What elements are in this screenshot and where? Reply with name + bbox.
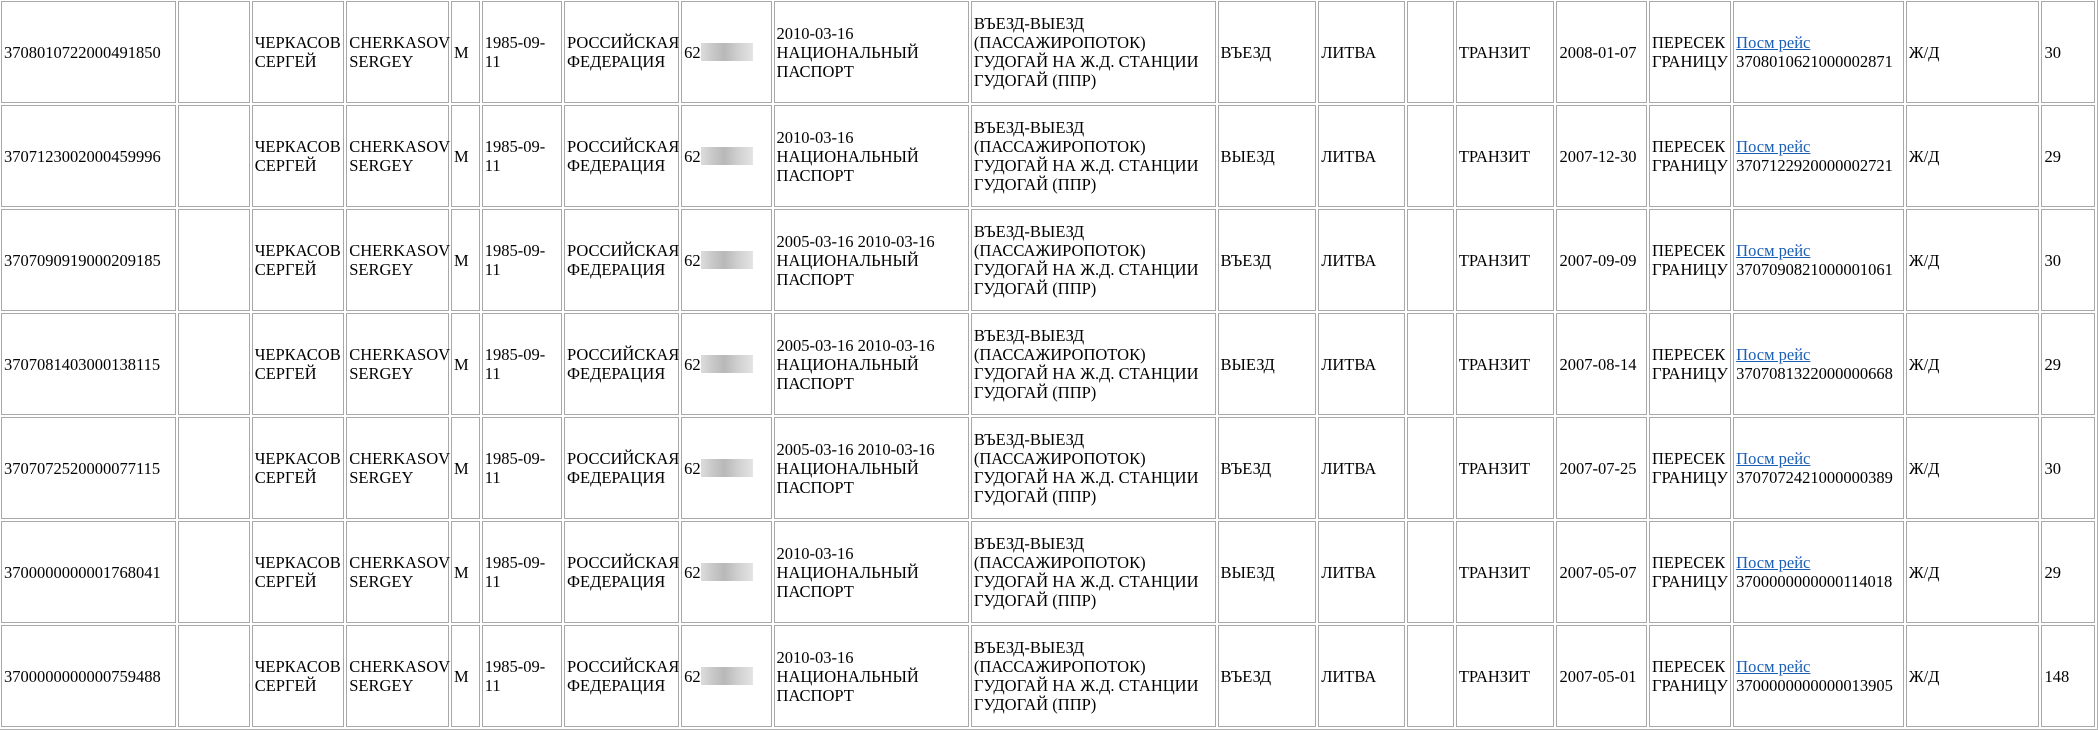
purpose-cell: ТРАНЗИТ bbox=[1456, 625, 1555, 727]
document-number-prefix: 62 bbox=[684, 458, 701, 478]
birth-date-cell: 1985-09-11 bbox=[482, 417, 562, 519]
flight-cell bbox=[1733, 209, 1904, 311]
direction-cell: ВЫЕЗД bbox=[1218, 105, 1317, 207]
direction-cell: ВЫЕЗД bbox=[1218, 313, 1317, 415]
document-number-prefix: 62 bbox=[684, 562, 701, 582]
document-cell: 2005-03-16 2010-03-16 НАЦИОНАЛЬНЫЙ ПАСПОРТ bbox=[774, 209, 969, 311]
flight-id: 3707090821000001061 bbox=[1736, 260, 1893, 279]
redacted-document-number bbox=[701, 43, 753, 61]
flight-id: 3708010621000002871 bbox=[1736, 52, 1893, 71]
document-number-cell bbox=[681, 105, 771, 207]
table-row bbox=[1, 625, 2095, 727]
sex-cell: М bbox=[451, 521, 480, 623]
transport-cell: Ж/Д bbox=[1906, 1, 2040, 103]
name-en-cell: CHERKASOV SERGEY bbox=[346, 313, 449, 415]
document-number-cell bbox=[681, 1, 771, 103]
country-cell: ЛИТВА bbox=[1318, 1, 1404, 103]
crossing-date-cell: 2007-05-01 bbox=[1556, 625, 1646, 727]
crossing-date-cell: 2007-07-25 bbox=[1556, 417, 1646, 519]
transport-cell: Ж/Д bbox=[1906, 417, 2040, 519]
transport-cell: Ж/Д bbox=[1906, 625, 2040, 727]
document-cell: 2005-03-16 2010-03-16 НАЦИОНАЛЬНЫЙ ПАСПОРТ bbox=[774, 313, 969, 415]
checkpoint-cell: ВЪЕЗД-ВЫЕЗД (ПАССАЖИРОПОТОК) ГУДОГАЙ НА Ж.Д. СТАНЦИИ ГУДОГАЙ (ППР) bbox=[971, 417, 1216, 519]
table-row bbox=[1, 417, 2095, 519]
flight-id: 3707081322000000668 bbox=[1736, 364, 1893, 383]
empty-cell bbox=[178, 313, 250, 415]
document-number-cell bbox=[681, 417, 771, 519]
purpose-cell: ТРАНЗИТ bbox=[1456, 105, 1555, 207]
name-en-cell: CHERKASOV SERGEY bbox=[346, 625, 449, 727]
view-flight-link[interactable]: Посм рейс bbox=[1736, 137, 1811, 156]
crossing-date-cell: 2007-12-30 bbox=[1556, 105, 1646, 207]
country-cell: ЛИТВА bbox=[1318, 625, 1404, 727]
purpose-cell: ТРАНЗИТ bbox=[1456, 521, 1555, 623]
country-cell: ЛИТВА bbox=[1318, 209, 1404, 311]
checkpoint-cell: ВЪЕЗД-ВЫЕЗД (ПАССАЖИРОПОТОК) ГУДОГАЙ НА Ж.Д. СТАНЦИИ ГУДОГАЙ (ППР) bbox=[971, 1, 1216, 103]
table-row bbox=[1, 209, 2095, 311]
value-cell: 29 bbox=[2041, 521, 2095, 623]
transport-cell: Ж/Д bbox=[1906, 521, 2040, 623]
flight-id: 3700000000000013905 bbox=[1736, 676, 1893, 695]
empty-cell bbox=[1407, 417, 1454, 519]
flight-cell bbox=[1733, 1, 1904, 103]
redacted-document-number bbox=[701, 355, 753, 373]
operation-cell: ПЕРЕСЕК ГРАНИЦУ bbox=[1649, 313, 1731, 415]
direction-cell: ВЫЕЗД bbox=[1218, 521, 1317, 623]
sex-cell: М bbox=[451, 313, 480, 415]
country-cell: ЛИТВА bbox=[1318, 313, 1404, 415]
name-ru-cell: ЧЕРКАСОВ СЕРГЕЙ bbox=[252, 625, 345, 727]
document-number-prefix: 62 bbox=[684, 250, 701, 270]
citizenship-cell: РОССИЙСКАЯ ФЕДЕРАЦИЯ bbox=[564, 521, 679, 623]
checkpoint-cell: ВЪЕЗД-ВЫЕЗД (ПАССАЖИРОПОТОК) ГУДОГАЙ НА Ж.Д. СТАНЦИИ ГУДОГАЙ (ППР) bbox=[971, 625, 1216, 727]
redacted-document-number bbox=[701, 667, 753, 685]
empty-cell bbox=[178, 1, 250, 103]
redacted-document-number bbox=[701, 251, 753, 269]
view-flight-link[interactable]: Посм рейс bbox=[1736, 33, 1811, 52]
empty-cell bbox=[1407, 313, 1454, 415]
flight-id: 3700000000000114018 bbox=[1736, 572, 1893, 591]
checkpoint-cell: ВЪЕЗД-ВЫЕЗД (ПАССАЖИРОПОТОК) ГУДОГАЙ НА Ж.Д. СТАНЦИИ ГУДОГАЙ (ППР) bbox=[971, 521, 1216, 623]
checkpoint-cell: ВЪЕЗД-ВЫЕЗД (ПАССАЖИРОПОТОК) ГУДОГАЙ НА Ж.Д. СТАНЦИИ ГУДОГАЙ (ППР) bbox=[971, 105, 1216, 207]
country-cell: ЛИТВА bbox=[1318, 417, 1404, 519]
empty-cell bbox=[178, 625, 250, 727]
country-cell: ЛИТВА bbox=[1318, 105, 1404, 207]
view-flight-link[interactable]: Посм рейс bbox=[1736, 657, 1811, 676]
table-row bbox=[1, 313, 2095, 415]
crossing-date-cell: 2008-01-07 bbox=[1556, 1, 1646, 103]
direction-cell: ВЪЕЗД bbox=[1218, 1, 1317, 103]
name-ru-cell: ЧЕРКАСОВ СЕРГЕЙ bbox=[252, 209, 345, 311]
value-cell: 29 bbox=[2041, 105, 2095, 207]
birth-date-cell: 1985-09-11 bbox=[482, 313, 562, 415]
name-ru-cell: ЧЕРКАСОВ СЕРГЕЙ bbox=[252, 105, 345, 207]
record-id-cell: 3700000000001768041 bbox=[1, 521, 176, 623]
transport-cell: Ж/Д bbox=[1906, 313, 2040, 415]
flight-cell bbox=[1733, 625, 1904, 727]
operation-cell: ПЕРЕСЕК ГРАНИЦУ bbox=[1649, 1, 1731, 103]
empty-cell bbox=[178, 209, 250, 311]
empty-cell bbox=[178, 417, 250, 519]
document-cell: 2010-03-16 НАЦИОНАЛЬНЫЙ ПАСПОРТ bbox=[774, 105, 969, 207]
transport-cell: Ж/Д bbox=[1906, 105, 2040, 207]
value-cell: 148 bbox=[2041, 625, 2095, 727]
flight-id: 3707122920000002721 bbox=[1736, 156, 1893, 175]
operation-cell: ПЕРЕСЕК ГРАНИЦУ bbox=[1649, 521, 1731, 623]
empty-cell bbox=[1407, 105, 1454, 207]
citizenship-cell: РОССИЙСКАЯ ФЕДЕРАЦИЯ bbox=[564, 105, 679, 207]
citizenship-cell: РОССИЙСКАЯ ФЕДЕРАЦИЯ bbox=[564, 209, 679, 311]
transport-cell: Ж/Д bbox=[1906, 209, 2040, 311]
record-id-cell: 3707081403000138115 bbox=[1, 313, 176, 415]
checkpoint-cell: ВЪЕЗД-ВЫЕЗД (ПАССАЖИРОПОТОК) ГУДОГАЙ НА Ж.Д. СТАНЦИИ ГУДОГАЙ (ППР) bbox=[971, 209, 1216, 311]
document-cell: 2010-03-16 НАЦИОНАЛЬНЫЙ ПАСПОРТ bbox=[774, 625, 969, 727]
operation-cell: ПЕРЕСЕК ГРАНИЦУ bbox=[1649, 209, 1731, 311]
document-cell: 2010-03-16 НАЦИОНАЛЬНЫЙ ПАСПОРТ bbox=[774, 521, 969, 623]
empty-cell bbox=[1407, 625, 1454, 727]
table-row bbox=[1, 1, 2095, 103]
document-number-prefix: 62 bbox=[684, 354, 701, 374]
birth-date-cell: 1985-09-11 bbox=[482, 209, 562, 311]
purpose-cell: ТРАНЗИТ bbox=[1456, 417, 1555, 519]
view-flight-link[interactable]: Посм рейс bbox=[1736, 241, 1811, 260]
document-cell: 2005-03-16 2010-03-16 НАЦИОНАЛЬНЫЙ ПАСПОРТ bbox=[774, 417, 969, 519]
crossing-date-cell: 2007-09-09 bbox=[1556, 209, 1646, 311]
document-number-prefix: 62 bbox=[684, 146, 701, 166]
document-number-prefix: 62 bbox=[684, 42, 701, 62]
name-en-cell: CHERKASOV SERGEY bbox=[346, 521, 449, 623]
name-ru-cell: ЧЕРКАСОВ СЕРГЕЙ bbox=[252, 313, 345, 415]
redacted-document-number bbox=[701, 563, 753, 581]
sex-cell: М bbox=[451, 417, 480, 519]
redacted-document-number bbox=[701, 147, 753, 165]
citizenship-cell: РОССИЙСКАЯ ФЕДЕРАЦИЯ bbox=[564, 417, 679, 519]
value-cell: 29 bbox=[2041, 313, 2095, 415]
document-cell: 2010-03-16 НАЦИОНАЛЬНЫЙ ПАСПОРТ bbox=[774, 1, 969, 103]
operation-cell: ПЕРЕСЕК ГРАНИЦУ bbox=[1649, 625, 1731, 727]
empty-cell bbox=[178, 521, 250, 623]
direction-cell: ВЪЕЗД bbox=[1218, 417, 1317, 519]
document-number-prefix: 62 bbox=[684, 666, 701, 686]
record-id-cell: 3708010722000491850 bbox=[1, 1, 176, 103]
birth-date-cell: 1985-09-11 bbox=[482, 625, 562, 727]
document-number-cell bbox=[681, 625, 771, 727]
value-cell: 30 bbox=[2041, 209, 2095, 311]
sex-cell: М bbox=[451, 105, 480, 207]
birth-date-cell: 1985-09-11 bbox=[482, 521, 562, 623]
empty-cell bbox=[1407, 521, 1454, 623]
record-id-cell: 3707090919000209185 bbox=[1, 209, 176, 311]
value-cell: 30 bbox=[2041, 1, 2095, 103]
operation-cell: ПЕРЕСЕК ГРАНИЦУ bbox=[1649, 105, 1731, 207]
sex-cell: М bbox=[451, 209, 480, 311]
document-number-cell bbox=[681, 521, 771, 623]
crossing-date-cell: 2007-08-14 bbox=[1556, 313, 1646, 415]
value-cell: 30 bbox=[2041, 417, 2095, 519]
view-flight-link[interactable]: Посм рейс bbox=[1736, 345, 1811, 364]
empty-cell bbox=[178, 105, 250, 207]
operation-cell: ПЕРЕСЕК ГРАНИЦУ bbox=[1649, 417, 1731, 519]
name-en-cell: CHERKASOV SERGEY bbox=[346, 417, 449, 519]
country-cell: ЛИТВА bbox=[1318, 521, 1404, 623]
name-ru-cell: ЧЕРКАСОВ СЕРГЕЙ bbox=[252, 1, 345, 103]
table-row bbox=[1, 521, 2095, 623]
birth-date-cell: 1985-09-11 bbox=[482, 105, 562, 207]
redacted-document-number bbox=[701, 459, 753, 477]
record-id-cell: 3707072520000077115 bbox=[1, 417, 176, 519]
view-flight-link[interactable]: Посм рейс bbox=[1736, 553, 1811, 572]
purpose-cell: ТРАНЗИТ bbox=[1456, 1, 1555, 103]
name-ru-cell: ЧЕРКАСОВ СЕРГЕЙ bbox=[252, 417, 345, 519]
name-en-cell: CHERKASOV SERGEY bbox=[346, 105, 449, 207]
flight-cell bbox=[1733, 521, 1904, 623]
citizenship-cell: РОССИЙСКАЯ ФЕДЕРАЦИЯ bbox=[564, 625, 679, 727]
citizenship-cell: РОССИЙСКАЯ ФЕДЕРАЦИЯ bbox=[564, 313, 679, 415]
empty-cell bbox=[1407, 1, 1454, 103]
direction-cell: ВЪЕЗД bbox=[1218, 209, 1317, 311]
flight-cell bbox=[1733, 417, 1904, 519]
purpose-cell: ТРАНЗИТ bbox=[1456, 209, 1555, 311]
name-en-cell: CHERKASOV SERGEY bbox=[346, 209, 449, 311]
purpose-cell: ТРАНЗИТ bbox=[1456, 313, 1555, 415]
sex-cell: М bbox=[451, 1, 480, 103]
view-flight-link[interactable]: Посм рейс bbox=[1736, 449, 1811, 468]
record-id-cell: 3707123002000459996 bbox=[1, 105, 176, 207]
flight-id: 3707072421000000389 bbox=[1736, 468, 1893, 487]
checkpoint-cell: ВЪЕЗД-ВЫЕЗД (ПАССАЖИРОПОТОК) ГУДОГАЙ НА Ж.Д. СТАНЦИИ ГУДОГАЙ (ППР) bbox=[971, 313, 1216, 415]
empty-cell bbox=[1407, 209, 1454, 311]
record-id-cell: 3700000000000759488 bbox=[1, 625, 176, 727]
document-number-cell bbox=[681, 209, 771, 311]
crossing-date-cell: 2007-05-07 bbox=[1556, 521, 1646, 623]
document-number-cell bbox=[681, 313, 771, 415]
flight-cell bbox=[1733, 105, 1904, 207]
table-row bbox=[1, 105, 2095, 207]
flight-cell bbox=[1733, 313, 1904, 415]
citizenship-cell: РОССИЙСКАЯ ФЕДЕРАЦИЯ bbox=[564, 1, 679, 103]
name-en-cell: CHERKASOV SERGEY bbox=[346, 1, 449, 103]
name-ru-cell: ЧЕРКАСОВ СЕРГЕЙ bbox=[252, 521, 345, 623]
sex-cell: М bbox=[451, 625, 480, 727]
direction-cell: ВЪЕЗД bbox=[1218, 625, 1317, 727]
birth-date-cell: 1985-09-11 bbox=[482, 1, 562, 103]
